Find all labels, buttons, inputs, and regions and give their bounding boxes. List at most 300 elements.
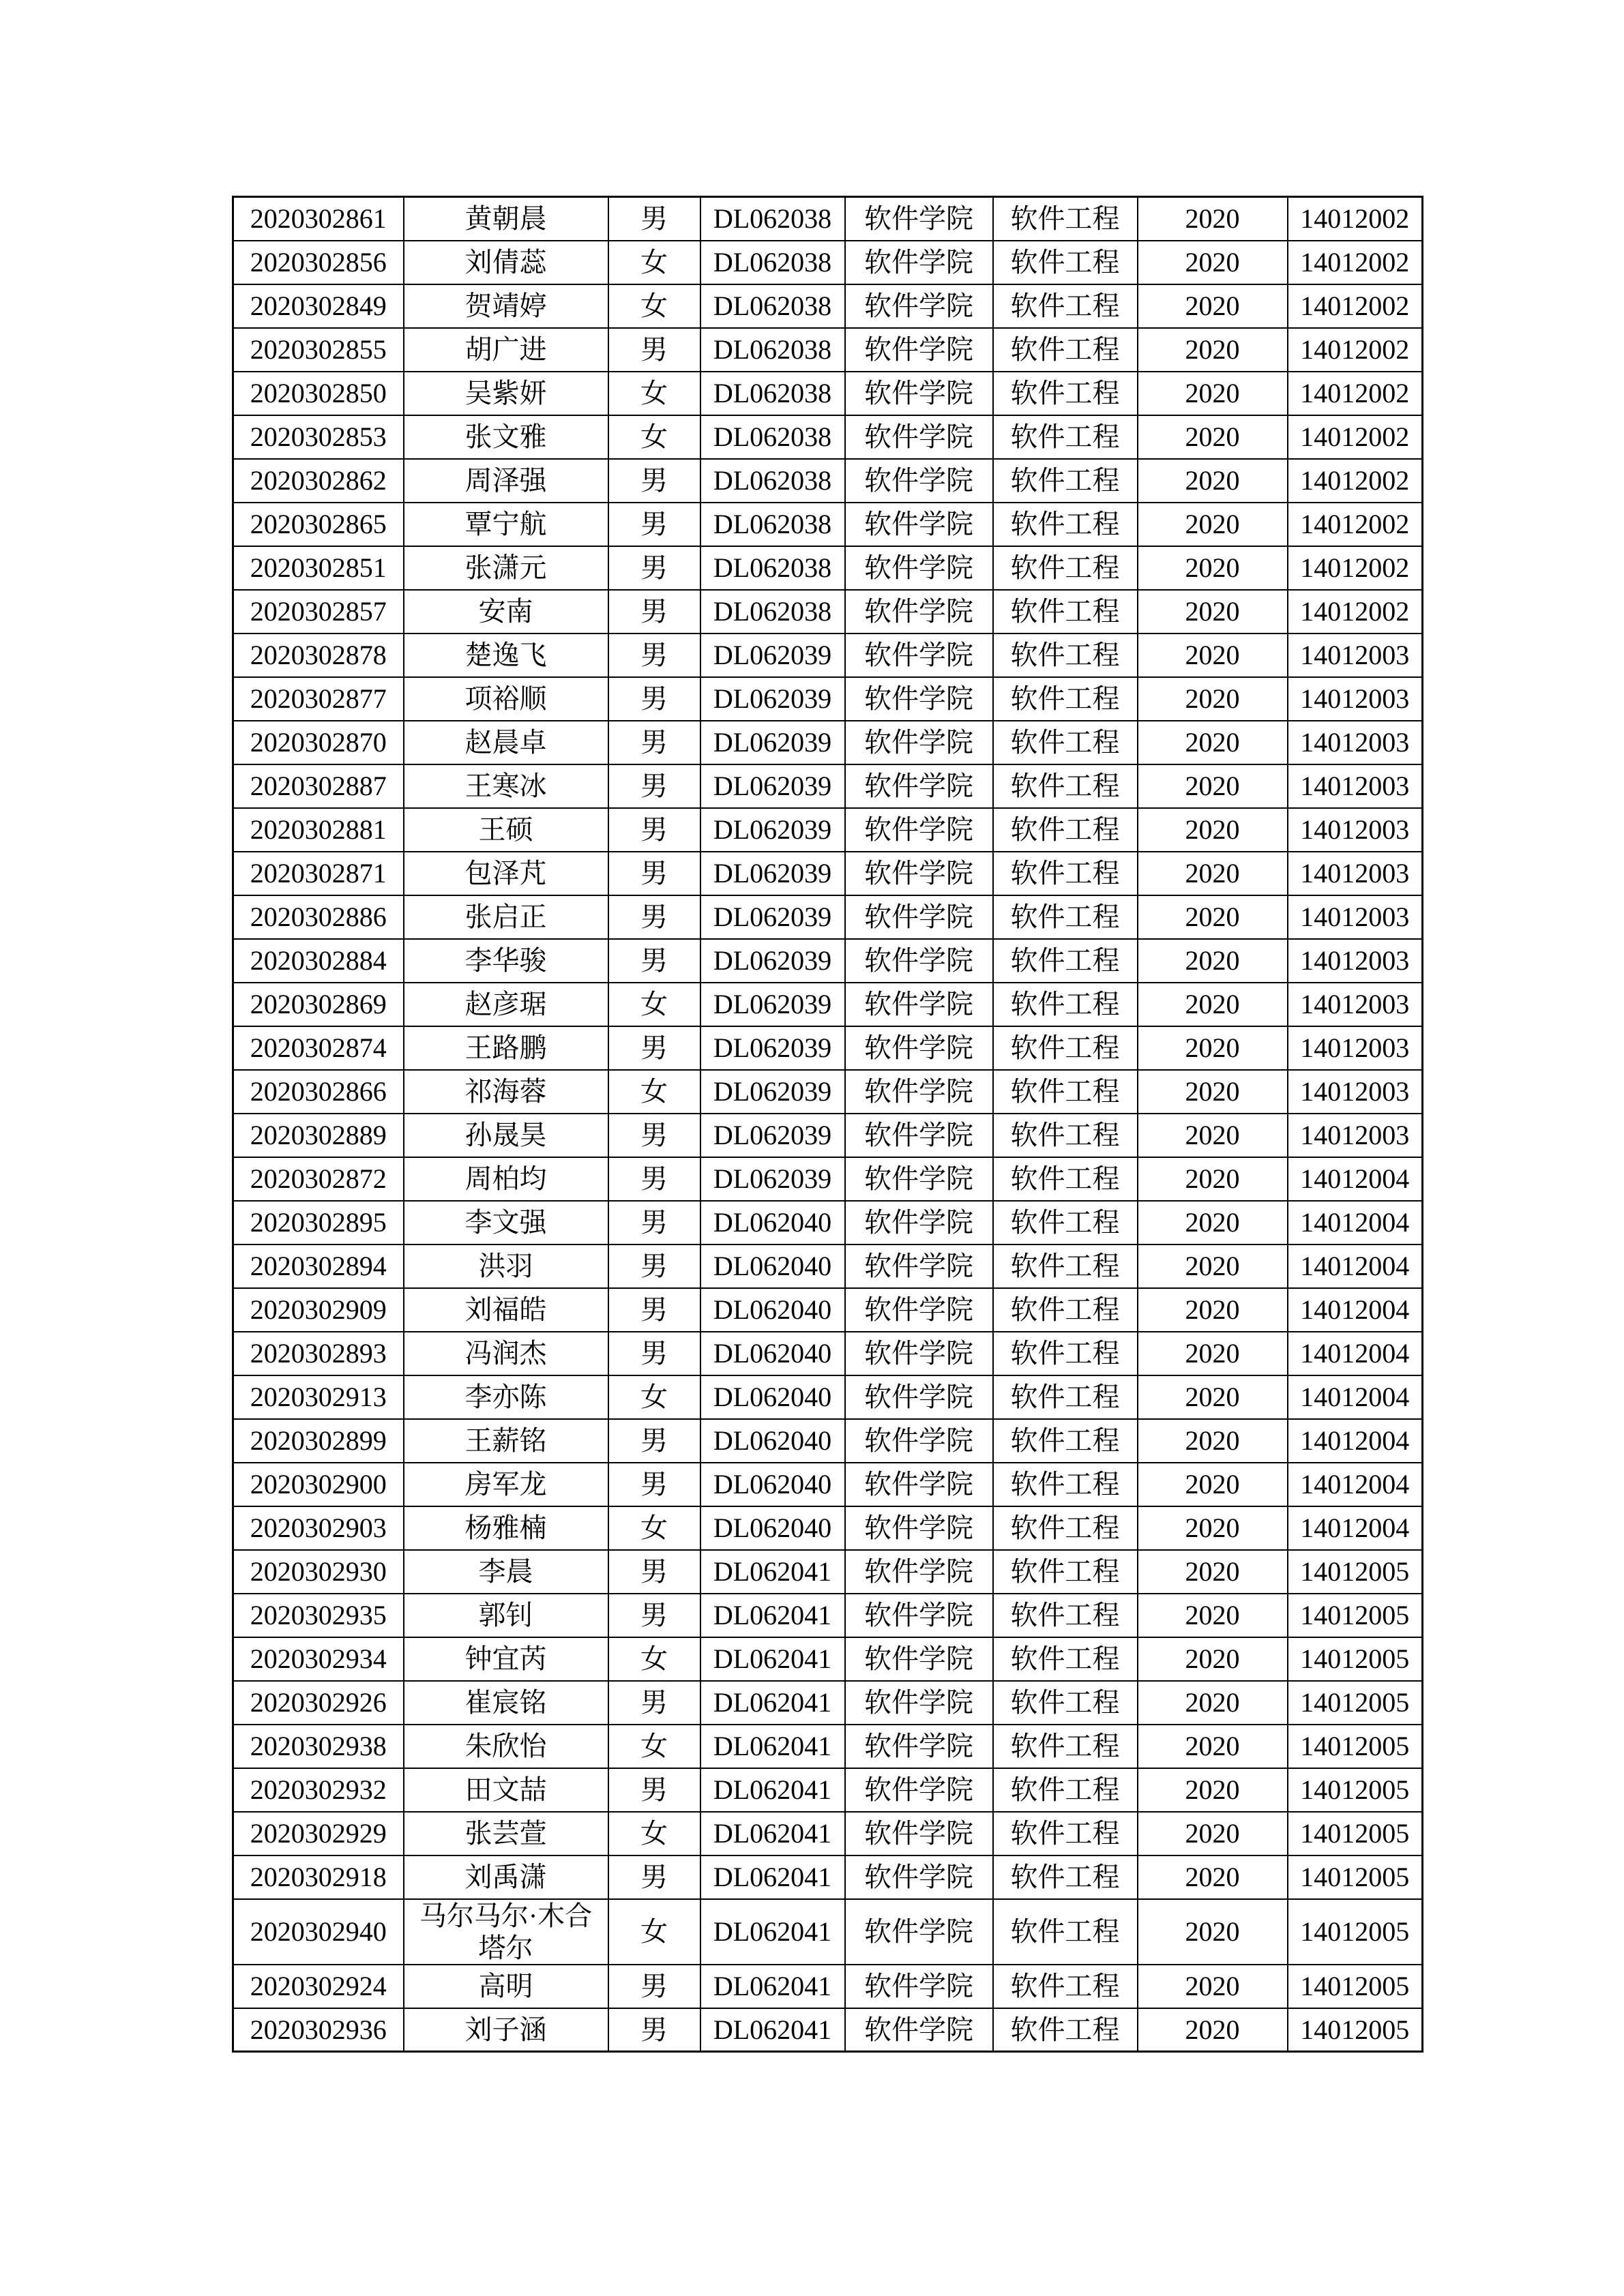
- cell-student-name: 周泽强: [404, 459, 608, 503]
- cell-major: 软件工程: [993, 372, 1138, 415]
- cell-class-code: DL062039: [700, 677, 845, 721]
- cell-major: 软件工程: [993, 503, 1138, 546]
- table-row: [233, 372, 1423, 415]
- table-row: [233, 546, 1423, 590]
- cell-major: 软件工程: [993, 1594, 1138, 1637]
- cell-student-id: 2020302866: [233, 1070, 404, 1114]
- cell-year: 2020: [1138, 633, 1288, 677]
- cell-year: 2020: [1138, 2008, 1288, 2052]
- cell-college: 软件学院: [845, 1637, 993, 1681]
- table-row: [233, 808, 1423, 852]
- table-row: [233, 1375, 1423, 1419]
- cell-student-name: 冯润杰: [404, 1332, 608, 1375]
- cell-gender: 男: [608, 1965, 700, 2008]
- cell-class-code: DL062041: [700, 2008, 845, 2052]
- cell-college: 软件学院: [845, 1899, 993, 1965]
- cell-class-code: DL062038: [700, 328, 845, 372]
- cell-gender: 男: [608, 1855, 700, 1899]
- cell-class-code: DL062039: [700, 1070, 845, 1114]
- table-row: [233, 459, 1423, 503]
- cell-gender: 男: [608, 1594, 700, 1637]
- cell-class-code: DL062041: [700, 1637, 845, 1681]
- table-row: [233, 1419, 1423, 1463]
- cell-student-id: 2020302924: [233, 1965, 404, 2008]
- cell-student-id: 2020302918: [233, 1855, 404, 1899]
- cell-gender: 男: [608, 459, 700, 503]
- table-row: [233, 939, 1423, 983]
- table-row: [233, 721, 1423, 764]
- cell-class-code: DL062039: [700, 808, 845, 852]
- cell-student-id: 2020302884: [233, 939, 404, 983]
- cell-college: 软件学院: [845, 241, 993, 284]
- table-row: [233, 2008, 1423, 2052]
- cell-gender: 女: [608, 1725, 700, 1768]
- cell-student-name: 赵晨卓: [404, 721, 608, 764]
- cell-year: 2020: [1138, 1201, 1288, 1244]
- cell-gender: 男: [608, 852, 700, 895]
- cell-class-number: 14012002: [1288, 372, 1423, 415]
- table-row: [233, 1899, 1423, 1965]
- cell-student-name: 包泽芃: [404, 852, 608, 895]
- cell-student-id: 2020302869: [233, 983, 404, 1026]
- cell-major: 软件工程: [993, 2008, 1138, 2052]
- cell-student-id: 2020302913: [233, 1375, 404, 1419]
- cell-class-number: 14012005: [1288, 1768, 1423, 1812]
- cell-class-number: 14012004: [1288, 1288, 1423, 1332]
- cell-gender: 男: [608, 1550, 700, 1594]
- table-row: [233, 895, 1423, 939]
- cell-major: 软件工程: [993, 415, 1138, 459]
- cell-major: 软件工程: [993, 677, 1138, 721]
- cell-class-number: 14012004: [1288, 1332, 1423, 1375]
- cell-student-name: 李亦陈: [404, 1375, 608, 1419]
- cell-college: 软件学院: [845, 284, 993, 328]
- cell-class-number: 14012005: [1288, 1855, 1423, 1899]
- cell-gender: 男: [608, 1419, 700, 1463]
- cell-gender: 男: [608, 1681, 700, 1725]
- cell-year: 2020: [1138, 1157, 1288, 1201]
- cell-gender: 男: [608, 1332, 700, 1375]
- cell-student-name: 朱欣怡: [404, 1725, 608, 1768]
- cell-gender: 男: [608, 939, 700, 983]
- cell-student-id: 2020302855: [233, 328, 404, 372]
- cell-student-id: 2020302849: [233, 284, 404, 328]
- cell-college: 软件学院: [845, 328, 993, 372]
- cell-class-number: 14012003: [1288, 808, 1423, 852]
- cell-major: 软件工程: [993, 764, 1138, 808]
- cell-major: 软件工程: [993, 633, 1138, 677]
- table-row: [233, 633, 1423, 677]
- cell-class-number: 14012002: [1288, 241, 1423, 284]
- cell-class-code: DL062041: [700, 1899, 845, 1965]
- cell-student-id: 2020302886: [233, 895, 404, 939]
- table-body: [233, 197, 1423, 2052]
- cell-gender: 男: [608, 197, 700, 241]
- table-row: [233, 1288, 1423, 1332]
- cell-gender: 男: [608, 1768, 700, 1812]
- cell-class-number: 14012003: [1288, 1026, 1423, 1070]
- cell-year: 2020: [1138, 1244, 1288, 1288]
- cell-class-number: 14012004: [1288, 1375, 1423, 1419]
- cell-year: 2020: [1138, 1637, 1288, 1681]
- cell-year: 2020: [1138, 1725, 1288, 1768]
- cell-gender: 男: [608, 1114, 700, 1157]
- cell-college: 软件学院: [845, 1855, 993, 1899]
- cell-student-name: 崔宸铭: [404, 1681, 608, 1725]
- cell-major: 软件工程: [993, 983, 1138, 1026]
- cell-gender: 男: [608, 2008, 700, 2052]
- table-row: [233, 415, 1423, 459]
- cell-class-code: DL062038: [700, 590, 845, 633]
- cell-student-name: 郭钊: [404, 1594, 608, 1637]
- cell-class-number: 14012003: [1288, 677, 1423, 721]
- cell-year: 2020: [1138, 1463, 1288, 1506]
- cell-student-name: 杨雅楠: [404, 1506, 608, 1550]
- cell-student-name: 田文喆: [404, 1768, 608, 1812]
- cell-college: 软件学院: [845, 1812, 993, 1855]
- table-row: [233, 590, 1423, 633]
- cell-major: 软件工程: [993, 1114, 1138, 1157]
- cell-year: 2020: [1138, 459, 1288, 503]
- cell-gender: 男: [608, 633, 700, 677]
- table-row: [233, 1637, 1423, 1681]
- table-row: [233, 1681, 1423, 1725]
- cell-gender: 男: [608, 677, 700, 721]
- cell-student-name: 李华骏: [404, 939, 608, 983]
- cell-student-id: 2020302857: [233, 590, 404, 633]
- cell-class-code: DL062038: [700, 415, 845, 459]
- cell-student-name: 钟宜芮: [404, 1637, 608, 1681]
- cell-class-number: 14012004: [1288, 1463, 1423, 1506]
- cell-gender: 女: [608, 241, 700, 284]
- cell-class-number: 14012004: [1288, 1244, 1423, 1288]
- cell-class-code: DL062041: [700, 1812, 845, 1855]
- cell-student-id: 2020302871: [233, 852, 404, 895]
- cell-class-number: 14012002: [1288, 284, 1423, 328]
- cell-class-number: 14012003: [1288, 721, 1423, 764]
- cell-year: 2020: [1138, 1594, 1288, 1637]
- cell-student-name: 张文雅: [404, 415, 608, 459]
- cell-student-name: 王寒冰: [404, 764, 608, 808]
- cell-college: 软件学院: [845, 1201, 993, 1244]
- cell-major: 软件工程: [993, 808, 1138, 852]
- cell-year: 2020: [1138, 808, 1288, 852]
- cell-gender: 男: [608, 1026, 700, 1070]
- cell-student-id: 2020302909: [233, 1288, 404, 1332]
- cell-class-number: 14012005: [1288, 1594, 1423, 1637]
- cell-major: 软件工程: [993, 1332, 1138, 1375]
- cell-student-id: 2020302865: [233, 503, 404, 546]
- cell-student-name: 黄朝晨: [404, 197, 608, 241]
- cell-class-code: DL062039: [700, 939, 845, 983]
- cell-major: 软件工程: [993, 590, 1138, 633]
- cell-year: 2020: [1138, 1114, 1288, 1157]
- cell-major: 软件工程: [993, 895, 1138, 939]
- cell-college: 软件学院: [845, 459, 993, 503]
- cell-student-name: 洪羽: [404, 1244, 608, 1288]
- cell-class-code: DL062038: [700, 197, 845, 241]
- cell-year: 2020: [1138, 1375, 1288, 1419]
- cell-class-number: 14012005: [1288, 2008, 1423, 2052]
- cell-college: 软件学院: [845, 1594, 993, 1637]
- cell-class-code: DL062039: [700, 895, 845, 939]
- cell-major: 软件工程: [993, 721, 1138, 764]
- cell-gender: 男: [608, 328, 700, 372]
- table-row: [233, 1114, 1423, 1157]
- cell-class-code: DL062039: [700, 721, 845, 764]
- cell-student-name: 马尔马尔·木合塔尔: [404, 1899, 608, 1965]
- cell-college: 软件学院: [845, 197, 993, 241]
- cell-college: 软件学院: [845, 808, 993, 852]
- cell-college: 软件学院: [845, 1550, 993, 1594]
- cell-major: 软件工程: [993, 1725, 1138, 1768]
- cell-major: 软件工程: [993, 1419, 1138, 1463]
- cell-college: 软件学院: [845, 1375, 993, 1419]
- cell-student-id: 2020302861: [233, 197, 404, 241]
- cell-class-number: 14012005: [1288, 1965, 1423, 2008]
- cell-college: 软件学院: [845, 1419, 993, 1463]
- cell-class-code: DL062038: [700, 546, 845, 590]
- table-row: [233, 1201, 1423, 1244]
- cell-class-code: DL062041: [700, 1725, 845, 1768]
- cell-student-id: 2020302889: [233, 1114, 404, 1157]
- cell-year: 2020: [1138, 1288, 1288, 1332]
- cell-class-code: DL062040: [700, 1332, 845, 1375]
- cell-gender: 男: [608, 1157, 700, 1201]
- cell-gender: 女: [608, 1506, 700, 1550]
- cell-year: 2020: [1138, 1681, 1288, 1725]
- cell-year: 2020: [1138, 415, 1288, 459]
- cell-student-id: 2020302929: [233, 1812, 404, 1855]
- cell-class-number: 14012005: [1288, 1681, 1423, 1725]
- cell-major: 软件工程: [993, 241, 1138, 284]
- cell-student-name: 刘倩蕊: [404, 241, 608, 284]
- cell-student-id: 2020302862: [233, 459, 404, 503]
- cell-major: 软件工程: [993, 1550, 1138, 1594]
- cell-student-name: 张潇元: [404, 546, 608, 590]
- cell-year: 2020: [1138, 241, 1288, 284]
- cell-class-number: 14012005: [1288, 1725, 1423, 1768]
- cell-college: 软件学院: [845, 1114, 993, 1157]
- cell-college: 软件学院: [845, 503, 993, 546]
- cell-class-number: 14012004: [1288, 1419, 1423, 1463]
- cell-student-name: 楚逸飞: [404, 633, 608, 677]
- cell-class-number: 14012002: [1288, 197, 1423, 241]
- cell-college: 软件学院: [845, 852, 993, 895]
- table-row: [233, 1768, 1423, 1812]
- cell-student-id: 2020302930: [233, 1550, 404, 1594]
- cell-class-code: DL062040: [700, 1506, 845, 1550]
- cell-class-number: 14012002: [1288, 328, 1423, 372]
- cell-college: 软件学院: [845, 764, 993, 808]
- cell-class-code: DL062039: [700, 764, 845, 808]
- cell-class-code: DL062038: [700, 459, 845, 503]
- cell-college: 软件学院: [845, 721, 993, 764]
- cell-year: 2020: [1138, 721, 1288, 764]
- cell-major: 软件工程: [993, 197, 1138, 241]
- cell-student-name: 刘福皓: [404, 1288, 608, 1332]
- cell-major: 软件工程: [993, 1244, 1138, 1288]
- cell-student-id: 2020302935: [233, 1594, 404, 1637]
- cell-college: 软件学院: [845, 546, 993, 590]
- cell-student-id: 2020302874: [233, 1026, 404, 1070]
- table-row: [233, 1506, 1423, 1550]
- cell-class-code: DL062038: [700, 284, 845, 328]
- cell-gender: 男: [608, 590, 700, 633]
- cell-college: 软件学院: [845, 1070, 993, 1114]
- cell-year: 2020: [1138, 546, 1288, 590]
- cell-major: 软件工程: [993, 1070, 1138, 1114]
- cell-college: 软件学院: [845, 590, 993, 633]
- cell-student-id: 2020302853: [233, 415, 404, 459]
- cell-college: 软件学院: [845, 1965, 993, 2008]
- cell-gender: 男: [608, 1201, 700, 1244]
- cell-college: 软件学院: [845, 895, 993, 939]
- cell-year: 2020: [1138, 764, 1288, 808]
- cell-major: 软件工程: [993, 1506, 1138, 1550]
- cell-student-name: 王路鹏: [404, 1026, 608, 1070]
- cell-class-code: DL062038: [700, 241, 845, 284]
- cell-class-number: 14012003: [1288, 852, 1423, 895]
- cell-student-id: 2020302893: [233, 1332, 404, 1375]
- cell-college: 软件学院: [845, 939, 993, 983]
- cell-year: 2020: [1138, 1026, 1288, 1070]
- cell-year: 2020: [1138, 503, 1288, 546]
- cell-student-name: 祁海蓉: [404, 1070, 608, 1114]
- cell-year: 2020: [1138, 677, 1288, 721]
- cell-gender: 女: [608, 415, 700, 459]
- cell-student-id: 2020302878: [233, 633, 404, 677]
- cell-year: 2020: [1138, 852, 1288, 895]
- cell-major: 软件工程: [993, 939, 1138, 983]
- cell-class-number: 14012004: [1288, 1201, 1423, 1244]
- cell-major: 软件工程: [993, 1681, 1138, 1725]
- cell-class-number: 14012004: [1288, 1506, 1423, 1550]
- cell-class-code: DL062040: [700, 1463, 845, 1506]
- cell-student-name: 周柏均: [404, 1157, 608, 1201]
- table-row: [233, 1812, 1423, 1855]
- cell-year: 2020: [1138, 328, 1288, 372]
- cell-major: 软件工程: [993, 1855, 1138, 1899]
- cell-student-name: 王薪铭: [404, 1419, 608, 1463]
- cell-student-id: 2020302903: [233, 1506, 404, 1550]
- table-row: [233, 1244, 1423, 1288]
- cell-class-code: DL062039: [700, 1157, 845, 1201]
- cell-class-code: DL062041: [700, 1550, 845, 1594]
- cell-college: 软件学院: [845, 1725, 993, 1768]
- cell-class-code: DL062040: [700, 1375, 845, 1419]
- cell-class-number: 14012002: [1288, 503, 1423, 546]
- cell-college: 软件学院: [845, 1026, 993, 1070]
- cell-class-code: DL062039: [700, 633, 845, 677]
- cell-college: 软件学院: [845, 983, 993, 1026]
- cell-class-code: DL062040: [700, 1244, 845, 1288]
- cell-year: 2020: [1138, 1855, 1288, 1899]
- table-row: [233, 1026, 1423, 1070]
- cell-student-id: 2020302851: [233, 546, 404, 590]
- cell-class-code: DL062041: [700, 1594, 845, 1637]
- cell-major: 软件工程: [993, 546, 1138, 590]
- table-row: [233, 983, 1423, 1026]
- cell-student-id: 2020302926: [233, 1681, 404, 1725]
- student-roster-table: [232, 196, 1423, 2053]
- cell-gender: 男: [608, 764, 700, 808]
- cell-class-code: DL062041: [700, 1855, 845, 1899]
- cell-class-code: DL062041: [700, 1681, 845, 1725]
- cell-major: 软件工程: [993, 284, 1138, 328]
- table-row: [233, 328, 1423, 372]
- cell-student-id: 2020302894: [233, 1244, 404, 1288]
- cell-major: 软件工程: [993, 1812, 1138, 1855]
- cell-year: 2020: [1138, 895, 1288, 939]
- cell-class-number: 14012003: [1288, 939, 1423, 983]
- cell-class-number: 14012003: [1288, 633, 1423, 677]
- cell-student-id: 2020302900: [233, 1463, 404, 1506]
- cell-class-code: DL062039: [700, 1026, 845, 1070]
- cell-gender: 女: [608, 1899, 700, 1965]
- cell-class-number: 14012002: [1288, 415, 1423, 459]
- cell-class-number: 14012005: [1288, 1899, 1423, 1965]
- cell-class-number: 14012003: [1288, 983, 1423, 1026]
- cell-major: 软件工程: [993, 1026, 1138, 1070]
- cell-class-number: 14012005: [1288, 1550, 1423, 1594]
- cell-major: 软件工程: [993, 1965, 1138, 2008]
- cell-student-name: 张启正: [404, 895, 608, 939]
- cell-student-id: 2020302938: [233, 1725, 404, 1768]
- table-row: [233, 1332, 1423, 1375]
- cell-student-id: 2020302940: [233, 1899, 404, 1965]
- cell-student-name: 李晨: [404, 1550, 608, 1594]
- cell-major: 软件工程: [993, 459, 1138, 503]
- cell-college: 软件学院: [845, 1288, 993, 1332]
- cell-class-number: 14012002: [1288, 459, 1423, 503]
- cell-student-id: 2020302850: [233, 372, 404, 415]
- table-row: [233, 197, 1423, 241]
- cell-college: 软件学院: [845, 415, 993, 459]
- table-row: [233, 764, 1423, 808]
- cell-student-id: 2020302895: [233, 1201, 404, 1244]
- cell-class-number: 14012003: [1288, 1070, 1423, 1114]
- cell-gender: 女: [608, 983, 700, 1026]
- cell-class-number: 14012003: [1288, 1114, 1423, 1157]
- cell-gender: 男: [608, 1288, 700, 1332]
- cell-student-id: 2020302899: [233, 1419, 404, 1463]
- cell-class-code: DL062039: [700, 1114, 845, 1157]
- cell-student-name: 胡广进: [404, 328, 608, 372]
- cell-major: 软件工程: [993, 1899, 1138, 1965]
- cell-student-name: 孙晟昊: [404, 1114, 608, 1157]
- cell-student-name: 张芸萱: [404, 1812, 608, 1855]
- cell-college: 软件学院: [845, 1157, 993, 1201]
- cell-gender: 女: [608, 284, 700, 328]
- cell-year: 2020: [1138, 1332, 1288, 1375]
- cell-major: 软件工程: [993, 328, 1138, 372]
- cell-student-name: 房军龙: [404, 1463, 608, 1506]
- cell-class-number: 14012005: [1288, 1812, 1423, 1855]
- cell-gender: 男: [608, 895, 700, 939]
- cell-class-number: 14012003: [1288, 895, 1423, 939]
- cell-class-code: DL062038: [700, 372, 845, 415]
- cell-class-code: DL062039: [700, 983, 845, 1026]
- cell-student-name: 高明: [404, 1965, 608, 2008]
- cell-student-name: 李文强: [404, 1201, 608, 1244]
- cell-class-number: 14012002: [1288, 546, 1423, 590]
- cell-year: 2020: [1138, 1768, 1288, 1812]
- cell-class-code: DL062038: [700, 503, 845, 546]
- table-row: [233, 1594, 1423, 1637]
- cell-student-id: 2020302872: [233, 1157, 404, 1201]
- cell-year: 2020: [1138, 284, 1288, 328]
